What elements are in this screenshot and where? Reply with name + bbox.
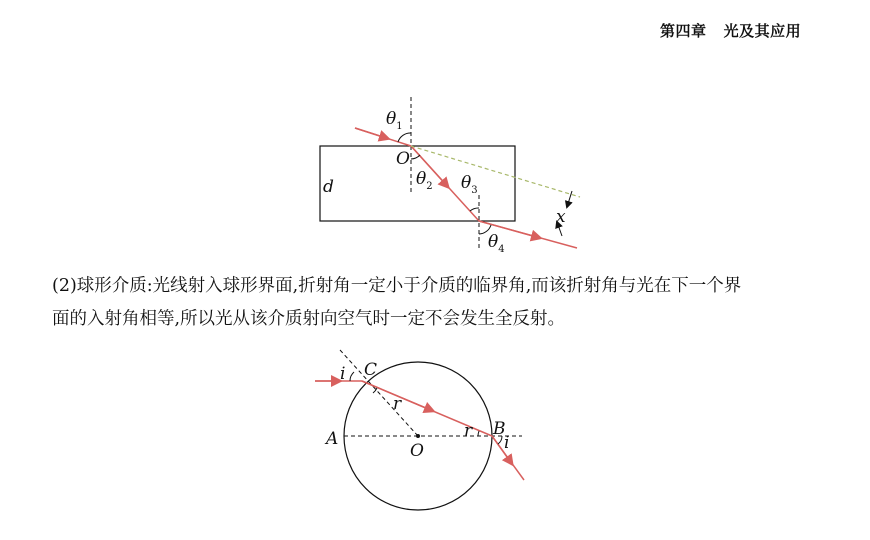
angle-i-label-c: i bbox=[340, 364, 346, 384]
angle-r-label-c: r bbox=[393, 394, 402, 414]
point-o-label: O bbox=[396, 149, 410, 169]
center-o-label: O bbox=[410, 441, 424, 461]
incident-extension bbox=[411, 146, 580, 197]
chapter-header: 第四章 光及其应用 bbox=[660, 22, 802, 40]
center-point bbox=[416, 434, 420, 438]
point-c-label: C bbox=[364, 360, 378, 380]
angle-r-label-b: r bbox=[464, 421, 473, 441]
svg-text:θ3: $\theta_3$ bbox=[461, 173, 478, 196]
angle-i-label-b: i bbox=[504, 433, 510, 453]
thickness-label: d bbox=[323, 177, 334, 197]
paragraph-line-1: (2)球形介质:光线射入球形界面,折射角一定小于介质的临界角,而该折射角与光在下一个界 bbox=[52, 276, 742, 296]
svg-text:θ2: $\theta_2$ bbox=[416, 169, 433, 192]
svg-text:θ1: $\theta_1$ bbox=[386, 109, 403, 132]
theta-label: θ bbox=[386, 109, 397, 129]
offset-label: x bbox=[556, 207, 566, 227]
paragraph-line-2: 面的入射角相等,所以光从该介质射向空气时一定不会发生全反射。 bbox=[52, 309, 566, 329]
point-b-label: B bbox=[493, 419, 506, 439]
spherical-medium-paragraph bbox=[52, 270, 822, 336]
point-a-label: A bbox=[326, 429, 339, 449]
sphere-refraction-diagram bbox=[0, 340, 870, 540]
svg-text:θ4: $\theta_4$ bbox=[488, 232, 505, 255]
